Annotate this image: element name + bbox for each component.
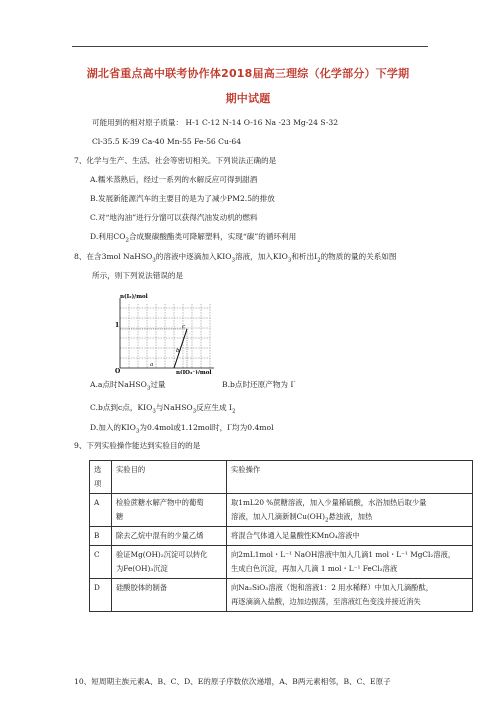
row-c-aim: 验证Mg(OH)₂沉淀可以转化 为Fe(OH)₃沉淀 [112,546,227,579]
table-row [90,579,473,612]
q7-option-b: B.发展新能源汽车的主要目的是为了减少PM2.5的排放 [90,194,275,203]
q8-option-d: D.加入的$KIO_3$为0.4mol或1.12mol时，I-均为0.4mol [90,422,274,435]
q10-stem: 10、短周期主族元素A、B、C、D、E的原子序数依次递增，A、B两元素相邻，B、C、E原子 [74,677,391,686]
row-d-operation: 向Na₂SiO₃溶液（饱和溶液1：2 用水稀释）中加入几滴酚酞， 再逐滴滴入盐酸，边加边振荡，至溶液红色变浅并接近消失 [227,579,473,612]
q8-stem-line2: 所示，则下列说法错误的是 [92,271,184,280]
q8-stem: 8、在含3mol NaHSO$_3$的溶液中逐滴加入$KIO_3$溶液，加入$KIO_3$和析出$I_2$的物质的量的关系如图 [74,252,397,264]
row-c-option: C [90,546,112,579]
table-row [90,527,473,546]
graph-origin: O [115,368,121,374]
row-d-aim: 硅酸胶体的制备 [112,579,227,612]
graph-ytick: 1 [115,322,120,329]
row-a-option: A [90,494,112,527]
q8-option-c: C.b点到c点，$KIO_3$与NaHSO$_3$反应生成 $I_2$ [90,403,236,415]
q7-option-d: D.利用$CO_2$合成聚碳酸酯类可降解塑料，实现“碳”的循环利用 [90,232,297,244]
row-b-option: B [90,527,112,546]
row-b-aim: 除去乙烷中混有的少量乙烯 [112,527,227,546]
graph-xlabel: n(IO₃⁻)/mol [176,370,212,374]
table-row [90,494,473,527]
atomic-masses-line2: Cl-35.5 K-39 Ca-40 Mn-55 Fe-56 Cu-64 [92,137,242,146]
q8-graph [114,292,216,374]
doc-title-line2: 期中试题 [225,92,271,105]
q8-option-a: A.a点时NaHSO$_3$过量 [90,380,166,392]
header-rule [72,46,428,47]
row-d-option: D [90,579,112,612]
header-option: 选项 [90,461,112,494]
atomic-masses-line1: 可能用到的相对原子质量： H-1 C-12 N-14 O-16 Na -23 Mg-24 S-32 [92,118,339,127]
graph-point-c: c [182,324,186,330]
table-header-row [90,461,473,494]
graph-ylabel: n(I₂)/mol [120,294,148,300]
q7-option-c: C.对“地沟油”进行分馏可以获得汽油发动机的燃料 [90,213,258,222]
graph-point-b: b [176,348,180,354]
q8-option-b: B.b点时还原产物为 I- [222,379,296,389]
row-a-operation: 取1mL20 %蔗糖溶液，加入少量稀硫酸，水浴加热后取少量 溶液，加入几滴新制$Cu(OH)_2$悬浊液，加热 [227,494,473,527]
graph-point-a: a [150,362,154,368]
q7-option-a: A.糯米蒸熟后，经过一系列的水解反应可得到甜酒 [90,175,258,184]
row-c-operation: 向2mL1mol・L⁻¹ NaOH溶液中加入几滴1 mol・L⁻¹ MgCl₂溶液， 生成白色沉淀，再加入几滴 1 mol・L⁻¹ FeCl₃溶液 [227,546,473,579]
graph-grid [120,304,210,368]
q7-stem: 7、化学与生产、生活、社会等密切相关。下列说法正确的是 [74,156,277,165]
q9-stem: 9、下列实验操作能达到实验目的的是 [74,441,201,450]
table-row [90,546,473,579]
row-b-operation: 将混合气体通入足量酸性KMnO₄溶液中 [227,527,473,546]
q9-table [89,460,473,612]
header-aim: 实验目的 [112,461,227,494]
header-operation: 实验操作 [227,461,473,494]
row-a-aim: 检验蔗糖水解产物中的葡萄 糖 [112,494,227,527]
doc-title-line1: 湖北省重点高中联考协作体2018届高三理综（化学部分）下学期 [86,67,410,80]
